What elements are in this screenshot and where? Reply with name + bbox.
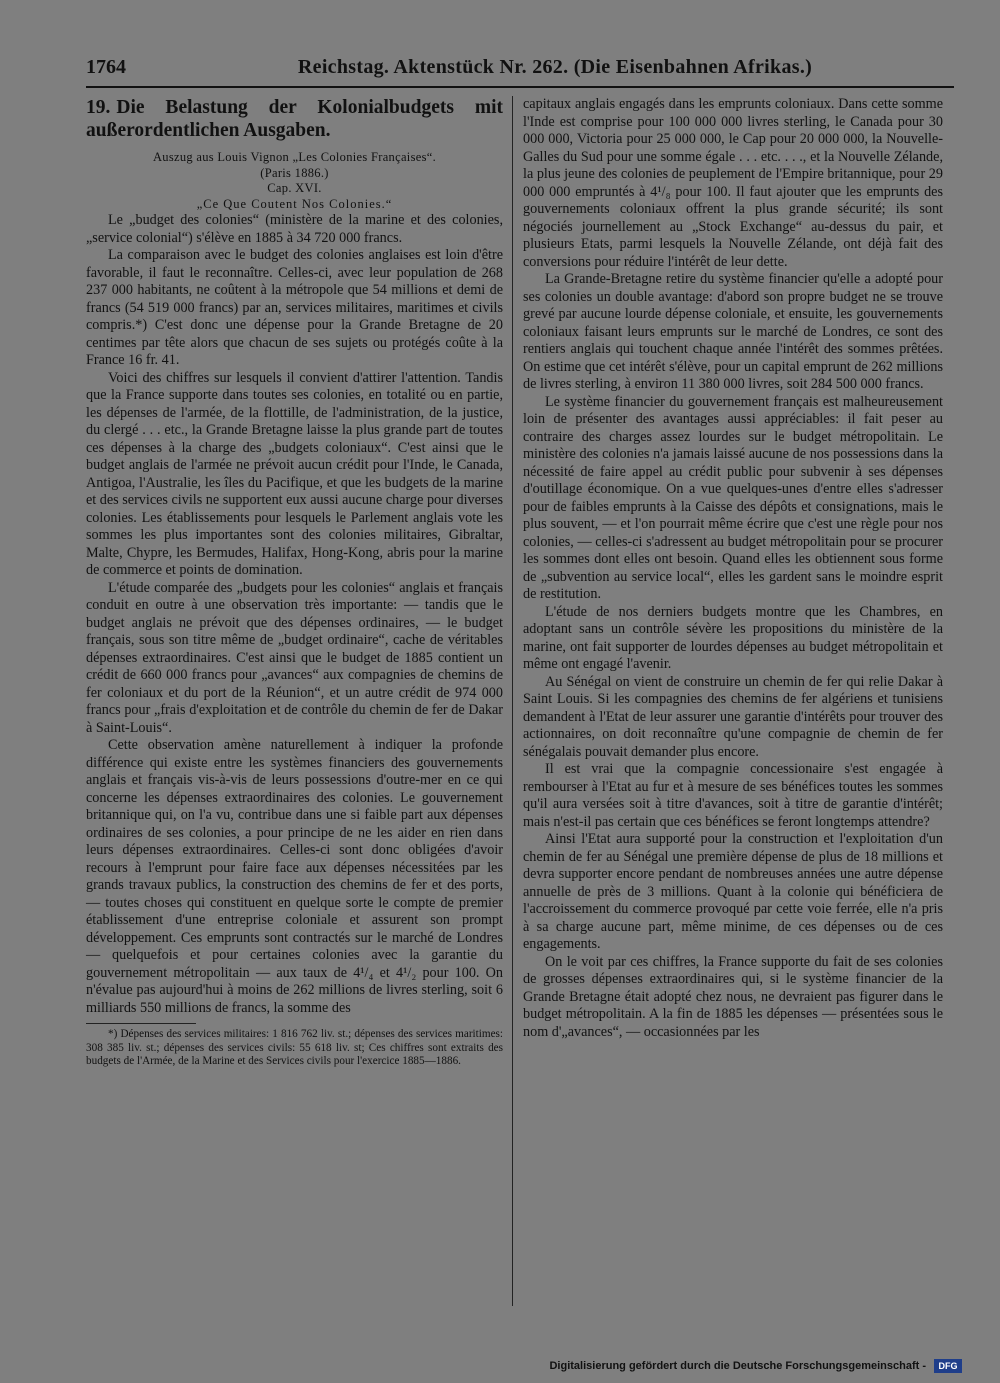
- header-rule: [86, 86, 954, 88]
- chapter-number: Cap. XVI.: [267, 181, 322, 195]
- paragraph: L'étude de nos derniers budgets montre que les Chambres, en adoptant sans un contrôle sévère les propositions du ministère de la marine, ont fait supporter de lourdes dépenses au budget métropolitain et même ont engagé l'avenir.: [523, 603, 943, 672]
- section-title: Die Belastung der Kolonialbudgets mit außerordentlichen Ausgaben.: [86, 97, 503, 141]
- chapter-title: „Ce Que Coutent Nos Colonies.“: [196, 196, 393, 211]
- paragraph: La Grande-Bretagne retire du système financier qu'elle a adopté pour ses colonies un double avantage: d'abord son propre budget ne se trouve grevé par aucune lourde dépense coloniale, et ensuite, les gouvernements coloniaux faisant leurs emprunts sur le marché de Londres, ce sont des rentiers anglais qui touchent chaque année l'intérêt des sommes prêtées. On estime que cet intérêt s'élève, pour un capital emprunt de 262 millions de livres sterling, à environ 11 380 000 livres, soit 284 500 000 francs.: [523, 271, 943, 392]
- digitization-footer: [549, 1355, 962, 1377]
- paragraph: Le système financier du gouvernement français est malheureusement loin de présenter des avantages aussi appréciables: il fait peser au contraire des charges assez lourdes sur le budget métropolitain. Le ministère des colonies n'a jamais laissé aucune de nos possessions dans la nécessité de faire appel au crédit public pour subvenir à ses dépenses d'outillage économique. On a vue quelques-unes d'entre elles s'adresser pour de faibles emprunts à la Caisse des dépôts et consignations, mais le plus souvent, — et l'on pourrait même écrire que c'est une règle pour nos colonies, — celles-ci s'adressent au budget métropolitain pour se procurer les sommes dont elles ont besoin. Quand elles les obtiennent sous forme de „subvention au service local“, elles les gardent sans le moindre esprit de restitution.: [523, 393, 943, 602]
- paragraph: La comparaison avec le budget des colonies anglaises est loin d'être favorable, il faut le reconnaître. Celles-ci, avec leur population de 268 237 000 habitants, ne coûtent à la métropole que 54 millions et demi de francs (54 519 000 francs) par an, services militaires, maritimes et civils compris.*) C'est donc une dépense pour la Grande Bretagne de 20 centimes par tête alors que chacun de ses sujets ou protégés coûte à la France 16 fr. 41.: [86, 247, 503, 368]
- dfg-logo: DFG: [934, 1359, 962, 1373]
- paragraph: capitaux anglais engagés dans les emprunts coloniaux. Dans cette somme l'Inde est comprise pour 100 000 000 livres sterling, le Canada pour 30 000 000, Victoria pour 25 000 000, le Cap pour 20 000 000, la Nouvelle-Galles du Sud pour une somme égale . . . etc. . . ., et la Nouvelle Zélande, la plus jeune des colonies de peuplement de l'Empire britannique, pour 29 000 000 empruntés à 4¹/₈ pour 100. Il faut ajouter que les emprunts des gouvernements coloniaux offrent la plus grande sécurité; ils sont négociés journellement au „Stock Exchange“ au-dessus du pair, et plusieurs Etats, parmi lesquels la Nouvelle Zélande, ont déjà fait des conversions pour réduire l'intérêt de leur dette.: [523, 96, 943, 270]
- footer-credit: Digitalisierung gefördert durch die Deutsche Forschungsgemeinschaft -: [549, 1360, 926, 1372]
- paragraph: Voici des chiffres sur lesquels il convient d'attirer l'attention. Tandis que la France supporte dans toutes ses colonies, en totalité ou en partie, les dépenses de l'armée, de la flottille, de l'administration, de la justice, du clergé . . . etc., la Grande Bretagne laisse la plus grande part de toutes ces dépenses à la charge des „budgets coloniaux“. C'est ainsi que le budget anglais de l'armée ne prévoit aucun crédit pour l'Inde, le Canada, Antigoa, l'Australie, les îles du Pacifique, et que les budgets de la marine et des services civils ne supportent eux aussi aucune charge pour diverses colonies. Les établissements pour lesquels le Parlement anglais vote les sommes les plus importantes sont des colonies militaires, Gibraltar, Malte, Chypre, les Bermudes, Halifax, Hong-Kong, abris pour la marine de commerce et points de domination.: [86, 369, 503, 578]
- source-line: Auszug aus Louis Vignon „Les Colonies Françaises“.: [152, 150, 437, 164]
- paragraph: Au Sénégal on vient de construire un chemin de fer qui relie Dakar à Saint Louis. Si les compagnies des chemins de fer algériens et tunisiens demandent à l'Etat de leur assurer une garantie d'intérêts pour trouver des actionnaires, on doit reconnaître qu'une compagnie de chemin de fer sénégalais pouvait demander plus encore.: [523, 673, 943, 760]
- paragraph: Il est vrai que la compagnie concessionaire s'est engagée à rembourser à l'Etat au fur et à mesure de ses bénéfices toutes les sommes qu'il aura versées soit à titre d'avances, soit à titre de garantie d'intérêt; mais n'est-il pas certain que ces bénéfices se feront longtemps attendre?: [523, 761, 943, 830]
- column-divider: [512, 96, 513, 1306]
- paragraph: Ainsi l'Etat aura supporté pour la construction et l'exploitation d'un chemin de fer au Sénégal une première dépense de plus de 18 millions et devra supporter encore pendant de nombreuses années une autre dépense annuelle de près de 3 millions. Quant à la colonie qui bénéficiera de l'accroissement du commerce provoqué par cette voie ferrée, elle n'a pris à sa charge aucune part, même minime, de ces dépenses ou de ces engagements.: [523, 831, 943, 952]
- section-number: 19.: [86, 97, 111, 118]
- paragraph: L'étude comparée des „budgets pour les colonies“ anglais et français conduit en outre à une observation très importante: — tandis que le budget anglais ne prévoit que des dépenses ordinaires, — le budget français, sous son titre même de „budget ordinaire“, cache de véritables dépenses extraordinaires. C'est ainsi que le budget de 1885 contient un crédit de 660 000 francs pour „avances“ aux compagnies de chemins de fer coloniaux et du port de la Réunion“, et un autre crédit de 974 000 francs pour „frais d'exploitation et de contrôle du chemin de fer de Dakar à Saint-Louis“.: [86, 579, 503, 736]
- footnote: *) Dépenses des services militaires: 1 816 762 liv. st.; dépenses des services maritimes: 308 385 liv. st.; dépenses des services civils: 55 618 liv. st; Ces chiffres sont extraits des budgets de l'Armée, de la Marine et des Services civils pour l'exercice 1885—1886.: [86, 1028, 503, 1068]
- page-header: [86, 50, 954, 84]
- right-column: [523, 96, 943, 1041]
- page-number: 1764: [86, 55, 126, 78]
- running-head: Reichstag. Aktenstück Nr. 262. (Die Eisenbahnen Afrikas.): [297, 55, 813, 78]
- source-place: (Paris 1886.): [260, 165, 329, 180]
- paragraph: Cette observation amène naturellement à indiquer la profonde différence qui existe entre les systèmes financiers des gouvernements anglais et français vis-à-vis de leurs possessions d'outre-mer en ce qui concerne les dépenses extraordinaires des colonies. Le gouvernement britannique qui, on l'a vu, contribue dans une si faible part aux dépenses ordinaires de ses colonies, a pour principe de ne les aider en rien dans leurs dépenses extraordinaires. Celles-ci sont donc obligées d'avoir recours à l'emprunt pour faire face aux dépenses nécessitées par les grands travaux publics, la construction des chemins de fer et des ports, — toutes choses qui constituent en quelque sorte le compte de premier établissement d'une entreprise coloniale et assurent son prompt développement. Ces emprunts sont contractés sur le marché de Londres — quelquefois et pour certaines colonies avec la garantie du gouvernement métropolitain — aux taux de 4¹/₄ et 4¹/₂ pour 100. On n'évalue pas aujourd'hui à moins de 262 millions de livres sterling, soit 6 milliards 550 millions de francs, la somme des: [86, 737, 503, 1016]
- paragraph: Le „budget des colonies“ (ministère de la marine et des colonies, „service colonial“) s'élève en 1885 à 34 720 000 francs.: [86, 212, 503, 246]
- section-heading: [86, 96, 503, 142]
- left-column: [86, 96, 503, 1069]
- footnote-rule: [86, 1023, 196, 1024]
- paragraph: On le voit par ces chiffres, la France supporte du fait de ses colonies de grosses dépenses extraordinaires qui, si le système financier de la Grande Bretagne était adopté chez nous, ne devraient pas figurer dans le budget métropolitain. A la fin de 1885 les dépenses — présentées sous le nom d'„avances“, — occasionnées par les: [523, 953, 943, 1040]
